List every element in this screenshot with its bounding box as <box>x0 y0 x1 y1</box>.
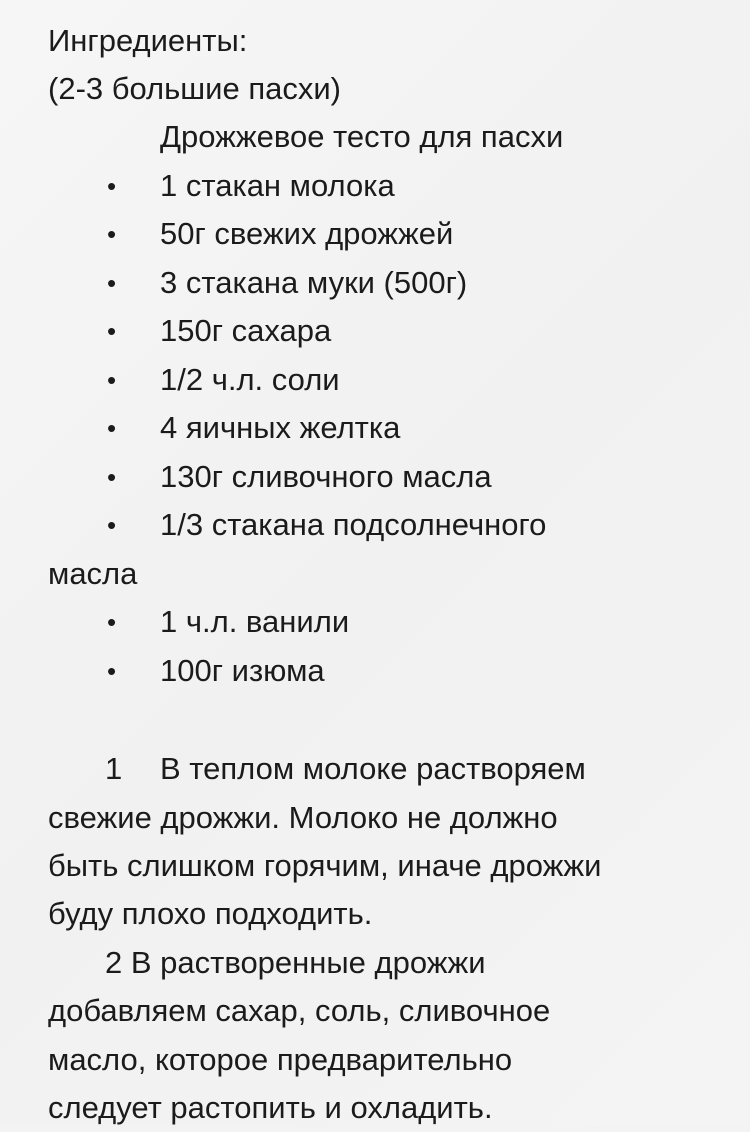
yield-subheading: (2-3 большие пасхи) <box>48 71 342 106</box>
ingredient-item: 1/3 стакана подсолнечного <box>160 507 547 542</box>
ingredient-item: 3 стакана муки (500г) <box>160 265 468 300</box>
bullet-icon: • <box>107 510 117 540</box>
ingredient-item: 1 ч.л. ванили <box>160 604 350 639</box>
step-text: В теплом молоке растворяем <box>160 751 586 786</box>
ingredient-item: 130г сливочного масла <box>160 459 492 494</box>
ingredient-item: 50г свежих дрожжей <box>160 216 454 251</box>
ingredient-item: 1/2 ч.л. соли <box>160 362 340 397</box>
ingredient-item: 4 яичных желтка <box>160 410 401 445</box>
step-text: масло, которое предварительно <box>48 1042 513 1077</box>
bullet-icon: • <box>107 316 117 346</box>
bullet-icon: • <box>107 413 117 443</box>
section-title: Дрожжевое тесто для пасхи <box>160 119 564 154</box>
bullet-icon: • <box>107 462 117 492</box>
step-text: добавляем сахар, соль, сливочное <box>48 993 551 1028</box>
ingredients-heading: Ингредиенты: <box>48 23 248 58</box>
bullet-icon: • <box>107 607 117 637</box>
bullet-icon: • <box>107 171 117 201</box>
step-text: 2 В растворенные дрожжи <box>105 945 486 980</box>
ingredient-item: 1 стакан молока <box>160 168 395 203</box>
step-text: быть слишком горячим, иначе дрожжи <box>48 848 602 883</box>
bullet-icon: • <box>107 656 117 686</box>
ingredient-continuation: масла <box>48 556 138 591</box>
step-text: следует растопить и охладить. <box>48 1090 493 1125</box>
bullet-icon: • <box>107 365 117 395</box>
ingredient-item: 100г изюма <box>160 653 325 688</box>
step-text: буду плохо подходить. <box>48 896 373 931</box>
step-number: 1 <box>105 751 123 786</box>
bullet-icon: • <box>107 268 117 298</box>
ingredient-item: 150г сахара <box>160 313 332 348</box>
step-text: свежие дрожжи. Молоко не должно <box>48 800 558 835</box>
bullet-icon: • <box>107 219 117 249</box>
